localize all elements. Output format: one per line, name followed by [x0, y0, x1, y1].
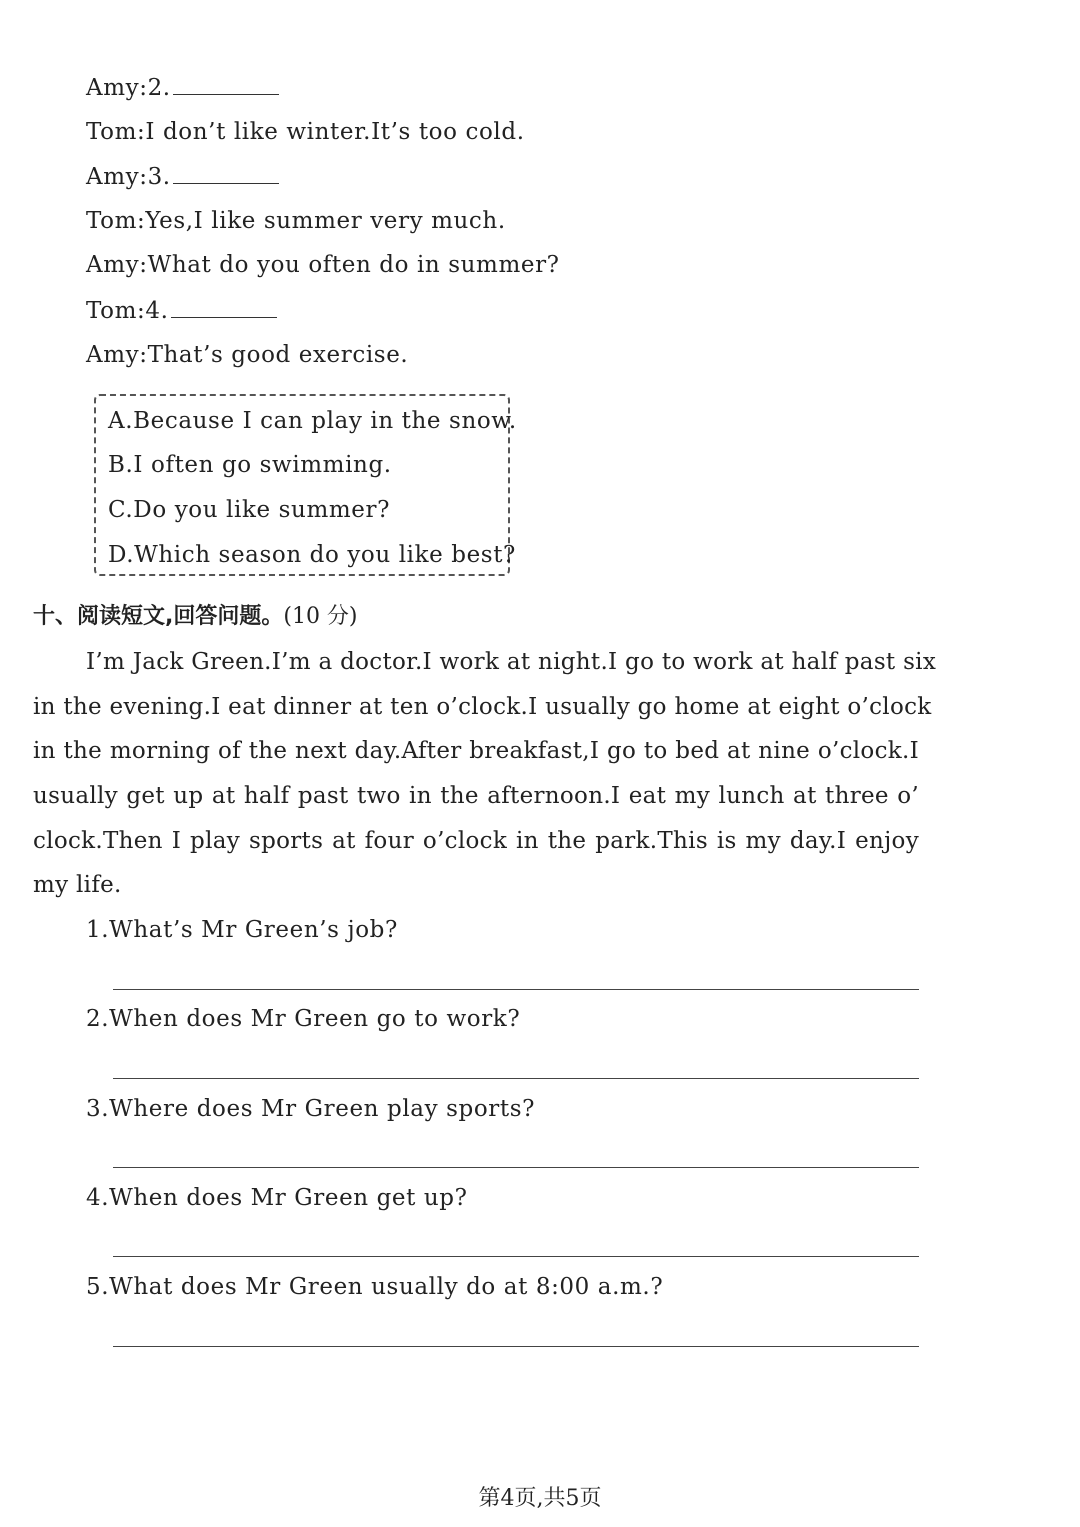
dialogue-text: I don’t like winter.It’s too cold. [145, 119, 525, 145]
passage-line: in the evening.I eat dinner at ten o’clock.I usually go home at eight o’clock [33, 694, 932, 720]
answer-line-2[interactable] [113, 1078, 919, 1079]
passage-line: clock.Then I play sports at four o’clock in the park.This is my day.I enjoy [33, 828, 919, 854]
dialogue-text: 4. [145, 298, 169, 324]
answer-line-5[interactable] [113, 1346, 919, 1347]
passage-line: my life. [33, 872, 122, 898]
speaker: Amy [86, 252, 140, 278]
dialogue-text: 2. [147, 75, 171, 101]
page-footer: 第4页,共5页 [478, 1486, 602, 1511]
dialogue-line: Amy:3. [86, 161, 279, 192]
option-b: B.I often go swimming. [108, 452, 392, 478]
question-3: 3.Where does Mr Green play sports? [86, 1096, 536, 1122]
option-d: D.Which season do you like best? [108, 542, 516, 568]
section-title: 十、阅读短文,回答问题。 [33, 604, 284, 629]
dialogue-text: 3. [147, 164, 171, 190]
dialogue-line: Tom:I don’t like winter.It’s too cold. [86, 119, 525, 145]
dialogue-line: Tom:4. [86, 295, 277, 326]
answer-line-1[interactable] [113, 989, 919, 990]
passage-line: usually get up at half past two in the afternoon.I eat my lunch at three o’ [33, 783, 919, 809]
speaker: Tom [86, 119, 138, 145]
dialogue-text: Yes,I like summer very much. [145, 208, 506, 234]
answer-blank[interactable] [173, 161, 279, 184]
dialogue-line: Amy:What do you often do in summer? [86, 252, 560, 278]
speaker: Amy [86, 75, 140, 101]
section-score: (10 分) [283, 604, 358, 629]
dialogue-text: That’s good exercise. [147, 342, 409, 368]
passage-line: I’m Jack Green.I’m a doctor.I work at night.I go to work at half past six [86, 649, 937, 675]
passage-line: in the morning of the next day.After breakfast,I go to bed at nine o’clock.I [33, 738, 919, 764]
option-c: C.Do you like summer? [108, 497, 390, 523]
answer-blank[interactable] [173, 72, 279, 95]
option-a: A.Because I can play in the snow. [108, 408, 517, 434]
answer-blank[interactable] [171, 295, 277, 318]
speaker: Tom [86, 298, 138, 324]
answer-line-4[interactable] [113, 1256, 919, 1257]
dialogue-text: What do you often do in summer? [147, 252, 560, 278]
options-box [94, 394, 517, 576]
speaker: Amy [86, 342, 140, 368]
dialogue-line: Tom:Yes,I like summer very much. [86, 208, 506, 234]
speaker: Tom [86, 208, 138, 234]
dialogue-line: Amy:That’s good exercise. [86, 342, 409, 368]
speaker: Amy [86, 164, 140, 190]
question-5: 5.What does Mr Green usually do at 8:00 a.m.? [86, 1274, 664, 1300]
question-1: 1.What’s Mr Green’s job? [86, 917, 398, 943]
question-2: 2.When does Mr Green go to work? [86, 1006, 521, 1032]
answer-line-3[interactable] [113, 1167, 919, 1168]
section-heading [33, 602, 358, 632]
dialogue-line: Amy:2. [86, 72, 279, 103]
question-4: 4.When does Mr Green get up? [86, 1185, 468, 1211]
